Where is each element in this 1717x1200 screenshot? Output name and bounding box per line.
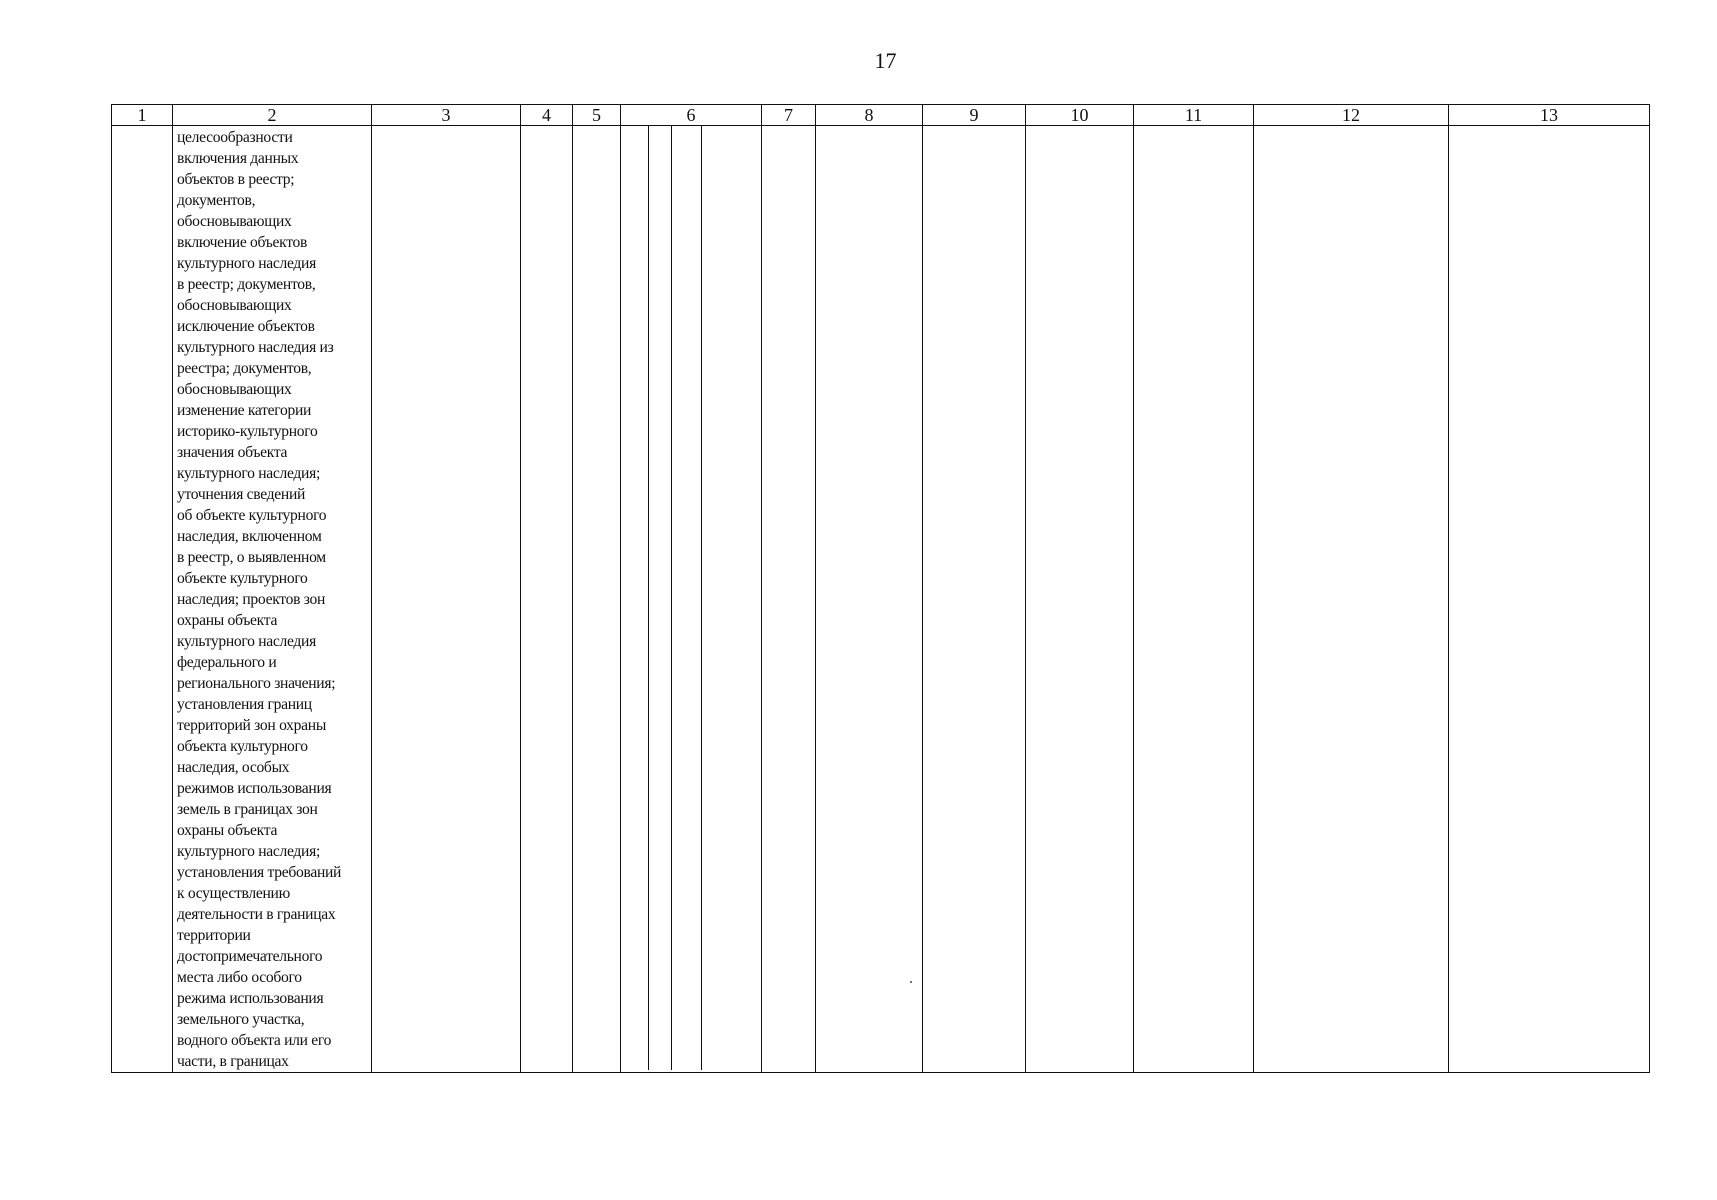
column-header-8: 8 (816, 105, 923, 126)
cell-col-9 (923, 126, 1026, 1073)
column-header-4: 4 (521, 105, 573, 126)
text-line: наследия, особых (177, 759, 290, 776)
subcolumn (621, 126, 648, 1070)
scan-dot (910, 981, 912, 983)
text-line: территорий зон охраны (177, 717, 327, 734)
text-line: федерального и (177, 654, 277, 671)
text-line: уточнения сведений (177, 486, 306, 503)
cell-col-2 (173, 126, 372, 1073)
cell-col-13 (1449, 126, 1650, 1073)
text-line: земель в границах зон (177, 801, 318, 818)
column-header-6: 6 (621, 105, 762, 126)
column-header-11: 11 (1134, 105, 1254, 126)
subcolumn (701, 126, 761, 1070)
text-line: включения данных (177, 150, 299, 167)
column-header-13: 13 (1449, 105, 1650, 126)
text-line: культурного наследия (177, 255, 316, 272)
text-line: обосновывающих (177, 381, 292, 398)
text-line: места либо особого (177, 969, 302, 986)
column-header-2: 2 (173, 105, 372, 126)
text-line: культурного наследия; (177, 465, 320, 482)
column-header-7: 7 (762, 105, 816, 126)
column-6-subcolumns (621, 126, 761, 1072)
cell-col-4 (521, 126, 573, 1073)
header-row (112, 105, 1650, 126)
text-line: обосновывающих (177, 297, 292, 314)
text-line: изменение категории (177, 402, 312, 419)
text-line: объекте культурного (177, 570, 308, 587)
cell-col-11 (1134, 126, 1254, 1073)
text-line: документов, (177, 192, 256, 209)
text-line: культурного наследия; (177, 843, 320, 860)
text-line: наследия, включенном (177, 528, 322, 545)
text-line: целесообразности (177, 129, 293, 146)
text-line: в реестр; документов, (177, 276, 316, 293)
page-number: 17 (874, 48, 897, 73)
text-line: включение объектов (177, 234, 308, 251)
text-line: достопримечательного (177, 948, 323, 965)
text-line: деятельности в границах (177, 906, 336, 923)
document-table (111, 104, 1650, 1073)
text-line: к осуществлению (177, 885, 290, 902)
cell-col-7 (762, 126, 816, 1073)
text-line: водного объекта или его (177, 1032, 332, 1049)
text-line: наследия; проектов зон (177, 591, 326, 608)
text-line: установления требований (177, 864, 342, 881)
subcolumn (648, 126, 671, 1070)
text-line: значения объекта (177, 444, 288, 461)
subcolumn (671, 126, 701, 1070)
text-line: части, в границах (177, 1053, 289, 1070)
column-header-12: 12 (1254, 105, 1449, 126)
cell-col-8 (816, 126, 923, 1073)
cell-col-10 (1026, 126, 1134, 1073)
text-line: культурного наследия (177, 633, 316, 650)
column-header-1: 1 (112, 105, 173, 126)
text-line: объектов в реестр; (177, 171, 295, 188)
column-header-3: 3 (372, 105, 521, 126)
cell-col-1 (112, 126, 173, 1073)
text-line: об объекте культурного (177, 507, 327, 524)
text-line: установления границ (177, 696, 312, 713)
cell-col-5 (573, 126, 621, 1073)
column-header-9: 9 (923, 105, 1026, 126)
column-header-10: 10 (1026, 105, 1134, 126)
text-line: исключение объектов (177, 318, 315, 335)
text-line: охраны объекта (177, 822, 278, 839)
text-line: охраны объекта (177, 612, 278, 629)
text-line: режимов использования (177, 780, 332, 797)
table-row (112, 126, 1650, 1073)
text-line: историко-культурного (177, 423, 318, 440)
text-line: земельного участка, (177, 1011, 305, 1028)
column-header-5: 5 (573, 105, 621, 126)
text-line: обосновывающих (177, 213, 292, 230)
column-2-text (173, 126, 371, 1072)
text-line: реестра; документов, (177, 360, 312, 377)
cell-col-3 (372, 126, 521, 1073)
text-line: режима использования (177, 990, 324, 1007)
text-line: территории (177, 927, 251, 944)
cell-col-12 (1254, 126, 1449, 1073)
text-line: культурного наследия из (177, 339, 334, 356)
text-line: регионального значения; (177, 675, 336, 692)
cell-col-6 (621, 126, 762, 1073)
text-line: объекта культурного (177, 738, 308, 755)
text-line: в реестр, о выявленном (177, 549, 326, 566)
